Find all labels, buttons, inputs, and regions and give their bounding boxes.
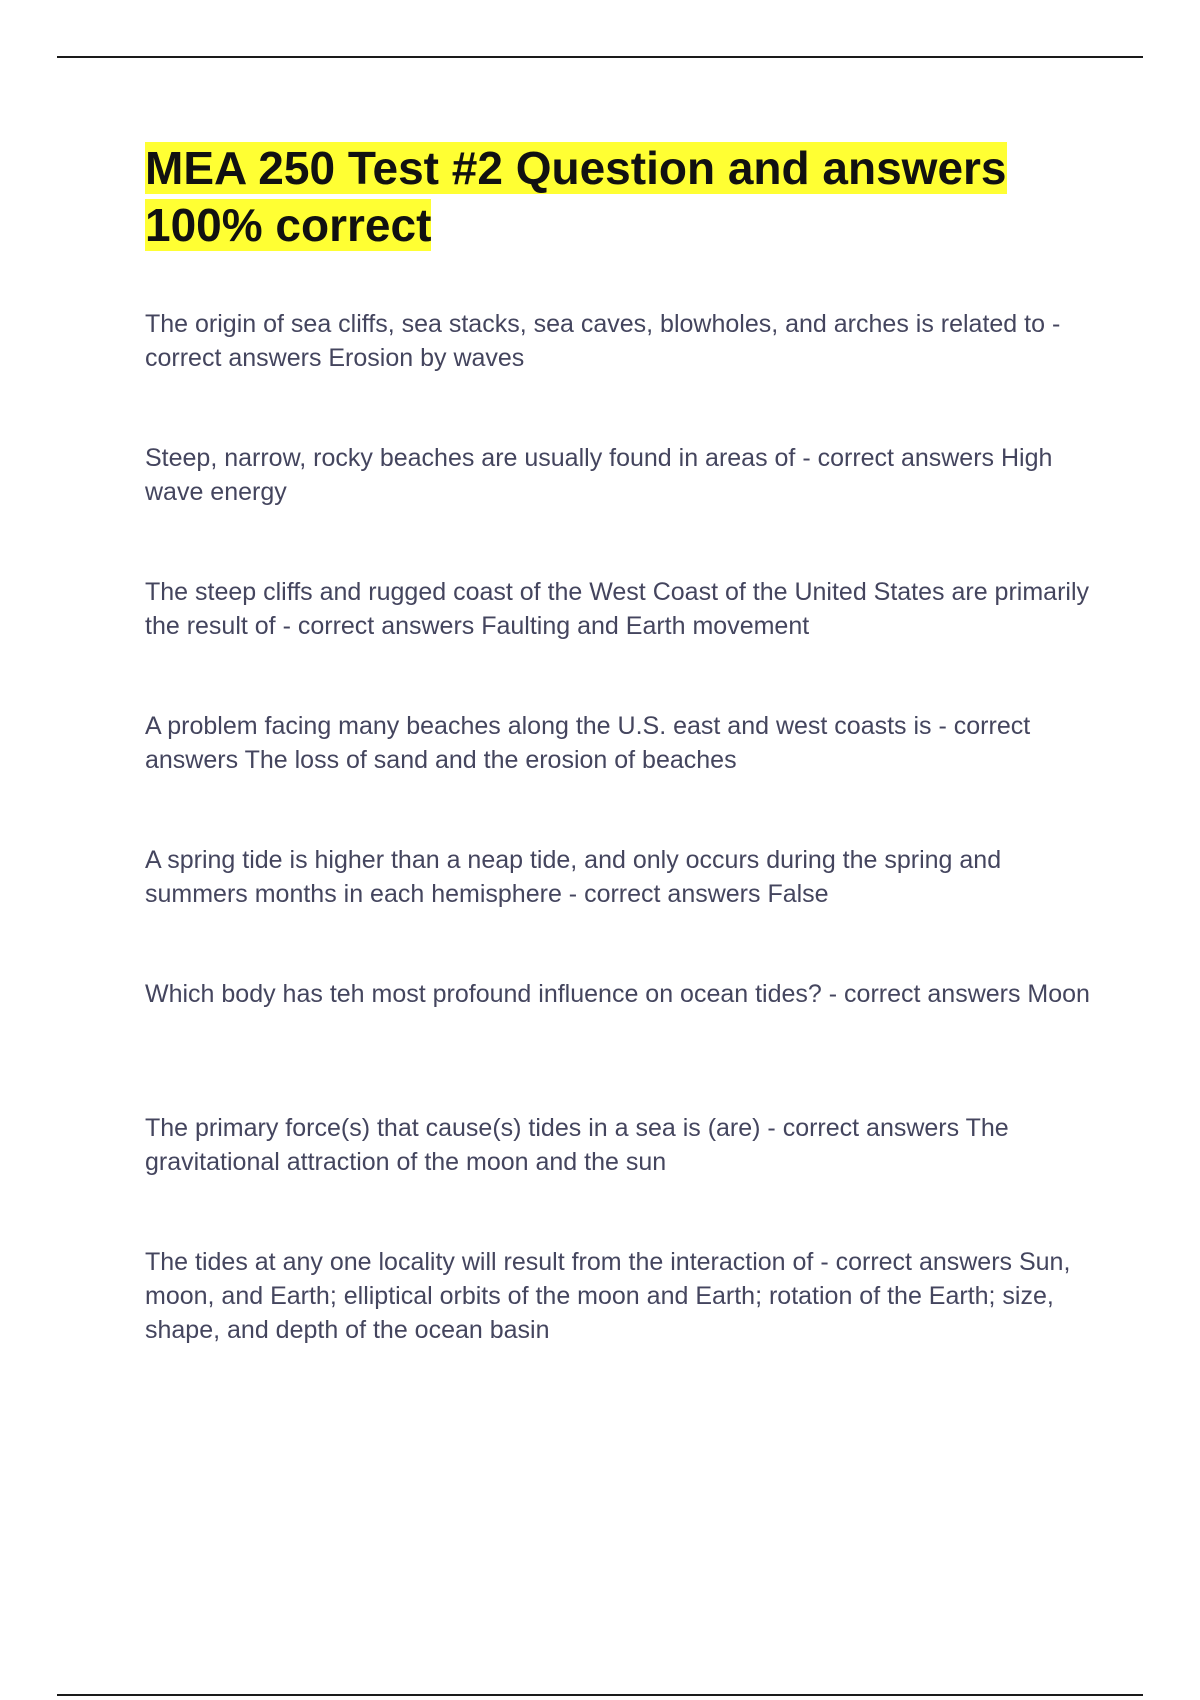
qa-item: The steep cliffs and rugged coast of the West Coast of the United States are primarily the result of - correct answers Faulting and Earth movement <box>145 578 1090 640</box>
document-body <box>145 140 1095 1413</box>
qa-item: A spring tide is higher than a neap tide, and only occurs during the spring and summers months in each hemisphere - correct answers False <box>145 846 1002 908</box>
qa-item: The tides at any one locality will result from the interaction of - correct answers Sun, moon, and Earth; elliptical orbits of the moon and Earth; rotation of the Earth; size, shape, and depth of the ocean basin <box>145 1248 1071 1344</box>
qa-item: Steep, narrow, rocky beaches are usually found in areas of - correct answers High wave energy <box>145 444 1053 506</box>
qa-list <box>145 307 1095 1347</box>
qa-item: A problem facing many beaches along the U.S. east and west coasts is - correct answers The loss of sand and the erosion of beaches <box>145 712 1031 774</box>
bottom-rule <box>57 1694 1143 1696</box>
qa-item: Which body has teh most profound influence on ocean tides? - correct answers Moon <box>145 980 1090 1008</box>
document-title <box>145 140 1095 254</box>
qa-item: The origin of sea cliffs, sea stacks, sea caves, blowholes, and arches is related to - correct answers Erosion by waves <box>145 310 1061 372</box>
top-rule <box>57 56 1143 58</box>
title-highlight: MEA 250 Test #2 Question and answers 100% correct <box>145 142 1007 251</box>
qa-item: The primary force(s) that cause(s) tides in a sea is (are) - correct answers The gravitational attraction of the moon and the sun <box>145 1114 1009 1176</box>
